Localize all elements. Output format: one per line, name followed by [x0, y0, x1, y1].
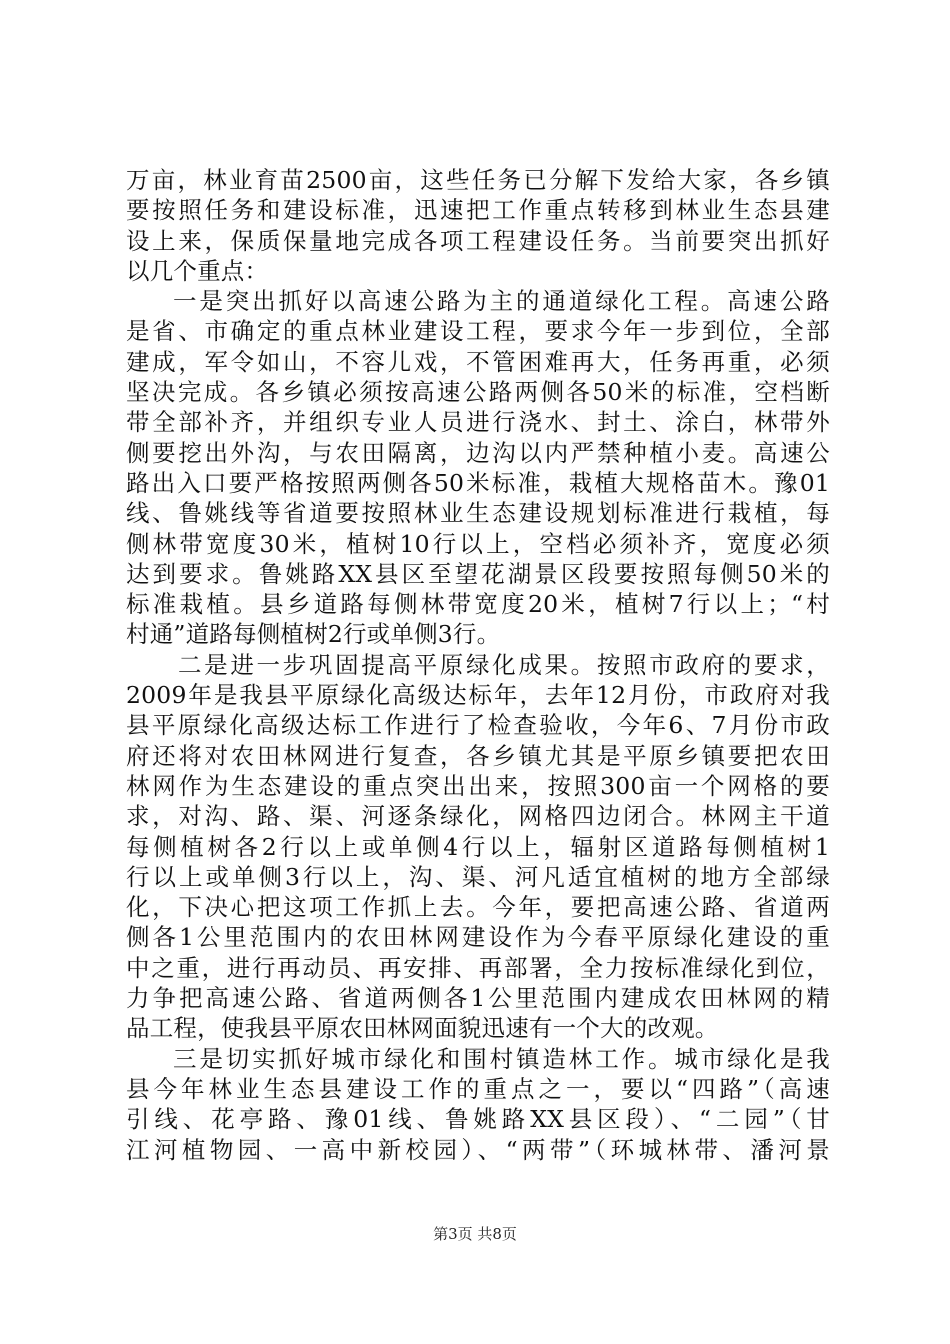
text-line: 设上来，保质保量地完成各项工程建设任务。当前要突出抓好: [126, 226, 830, 255]
paragraph-first-line: 三是切实抓好城市绿化和围村镇造林工作。城市绿化是我: [173, 1044, 830, 1073]
text-line: 线、鲁姚线等省道要按照林业生态建设规划标准进行栽植，每: [126, 499, 830, 528]
text-line: 求，对沟、路、渠、河逐条绿化，网格四边闭合。林网主干道: [126, 802, 830, 831]
text-line: 中之重，进行再动员、再安排、再部署，全力按标准绿化到位，: [126, 953, 830, 982]
text-line: 标准栽植。县乡道路每侧林带宽度20米，植树7行以上；“村: [126, 590, 830, 619]
text-line: 建成，军令如山，不容儿戏，不管困难再大，任务再重，必须: [126, 347, 830, 376]
text-line: 要按照任务和建设标准，迅速把工作重点转移到林业生态县建: [126, 196, 830, 225]
text-line: 侧要挖出外沟，与农田隔离，边沟以内严禁种植小麦。高速公: [126, 438, 830, 467]
text-line: 是省、市确定的重点林业建设工程，要求今年一步到位，全部: [126, 317, 830, 346]
text-line: 行以上或单侧3行以上，沟、渠、河凡适宜植树的地方全部绿: [126, 862, 830, 891]
text-line: 坚决完成。各乡镇必须按高速公路两侧各50米的标准，空档断: [126, 378, 830, 407]
text-line: 力争把高速公路、省道两侧各1公里范围内建成农田林网的精: [126, 984, 830, 1013]
text-line: 以几个重点：: [126, 256, 269, 285]
text-line: 村通”道路每侧植树2行或单侧3行。: [126, 620, 501, 649]
text-line: 品工程，使我县平原农田林网面貌迅速有一个大的改观。: [126, 1014, 719, 1043]
text-line: 化，下决心把这项工作抓上去。今年，要把高速公路、省道两: [126, 893, 830, 922]
text-line: 引线、花亭路、豫01线、鲁姚路XX县区段）、“二园”（甘: [126, 1105, 830, 1134]
page-footer: 第3页 共8页: [433, 1225, 517, 1243]
text-line: 江河植物园、一高中新校园）、“两带”（环城林带、潘河景: [126, 1135, 830, 1164]
text-line: 每侧植树各2行以上或单侧4行以上，辐射区道路每侧植树1: [126, 832, 830, 861]
text-line: 侧各1公里范围内的农田林网建设作为今春平原绿化建设的重: [126, 923, 830, 952]
text-line: 万亩，林业育苗2500亩，这些任务已分解下发给大家，各乡镇: [126, 166, 830, 194]
document-body: [126, 165, 830, 1165]
text-line: 侧林带宽度30米，植树10行以上，空档必须补齐，宽度必须: [126, 529, 830, 558]
paragraph-first-line: 二是进一步巩固提高平原绿化成果。按照市政府的要求，: [178, 650, 830, 679]
text-line: 府还将对农田林网进行复查，各乡镇尤其是平原乡镇要把农田: [126, 741, 830, 770]
text-line: 2009年是我县平原绿化高级达标年，去年12月份，市政府对我: [126, 681, 830, 710]
text-line: 县平原绿化高级达标工作进行了检查验收，今年6、7月份市政: [126, 711, 830, 740]
text-line: 达到要求。鲁姚路XX县区至望花湖景区段要按照每侧50米的: [126, 559, 830, 588]
text-line: 带全部补齐，并组织专业人员进行浇水、封土、涂白，林带外: [126, 408, 830, 437]
text-line: 路出入口要严格按照两侧各50米标准，栽植大规格苗木。豫01: [126, 468, 830, 497]
text-line: 县今年林业生态县建设工作的重点之一，要以“四路”（高速: [126, 1074, 830, 1103]
text-line: 林网作为生态建设的重点突出出来，按照300亩一个网格的要: [126, 771, 830, 800]
paragraph-first-line: 一是突出抓好以高速公路为主的通道绿化工程。高速公路: [173, 287, 830, 316]
